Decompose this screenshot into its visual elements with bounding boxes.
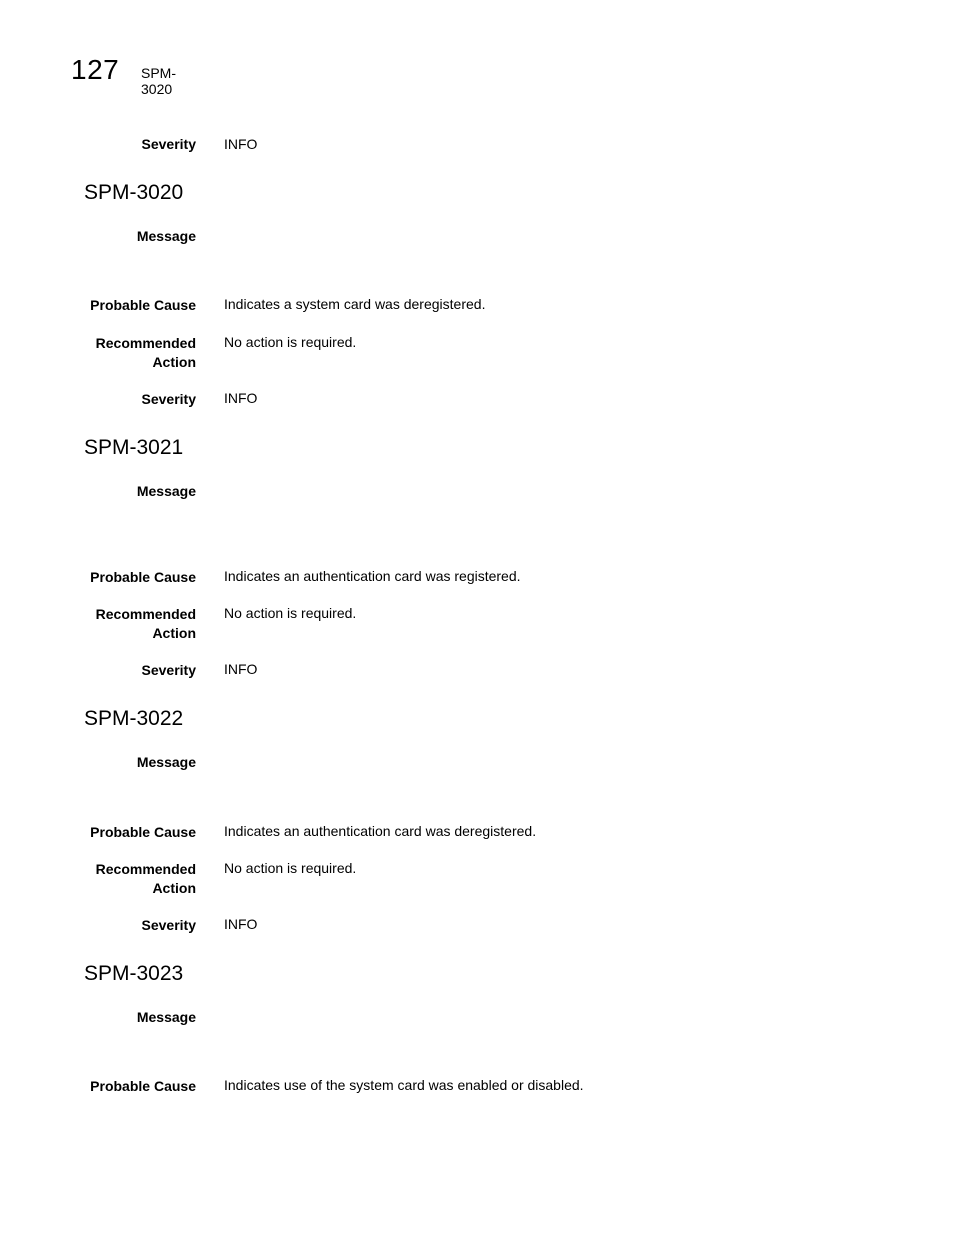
probable-cause-label: Probable Cause [90, 1078, 196, 1094]
severity-label: Severity [141, 136, 196, 152]
severity-label: Severity [141, 917, 196, 933]
recommended-action-text: No action is required. [224, 605, 357, 621]
probable-cause-label: Probable Cause [90, 569, 196, 585]
probable-cause-text: Indicates use of the system card was enabled or disabled. [224, 1077, 584, 1093]
probable-cause-text: Indicates an authentication card was deregistered. [224, 823, 537, 839]
section-heading: SPM-3023 [84, 962, 184, 985]
section-heading: SPM-3020 [84, 181, 184, 204]
running-header-title: SPM-3020 [141, 65, 176, 97]
probable-cause-label: Probable Cause [90, 297, 196, 313]
recommended-action-label-line1: Recommended [95, 606, 196, 622]
probable-cause-text: Indicates an authentication card was registered. [224, 568, 521, 584]
recommended-action-label-line1: Recommended [95, 861, 196, 877]
severity-value: INFO [224, 916, 258, 932]
recommended-action-label-line2: Action [152, 625, 196, 641]
severity-value: INFO [224, 136, 258, 152]
severity-label: Severity [141, 391, 196, 407]
section-heading: SPM-3021 [84, 436, 184, 459]
severity-value: INFO [224, 390, 258, 406]
section-heading: SPM-3022 [84, 707, 184, 730]
probable-cause-label: Probable Cause [90, 824, 196, 840]
recommended-action-text: No action is required. [224, 334, 357, 350]
recommended-action-label-line1: Recommended [95, 335, 196, 351]
chapter-number: 127 [71, 54, 120, 85]
message-label: Message [136, 754, 196, 770]
severity-value: INFO [224, 661, 258, 677]
recommended-action-label-line2: Action [152, 354, 196, 370]
message-label: Message [136, 483, 196, 499]
message-label: Message [136, 228, 196, 244]
message-label: Message [136, 1009, 196, 1025]
recommended-action-label-line2: Action [152, 880, 196, 896]
recommended-action-text: No action is required. [224, 860, 357, 876]
severity-label: Severity [141, 662, 196, 678]
probable-cause-text: Indicates a system card was deregistered. [224, 296, 486, 312]
